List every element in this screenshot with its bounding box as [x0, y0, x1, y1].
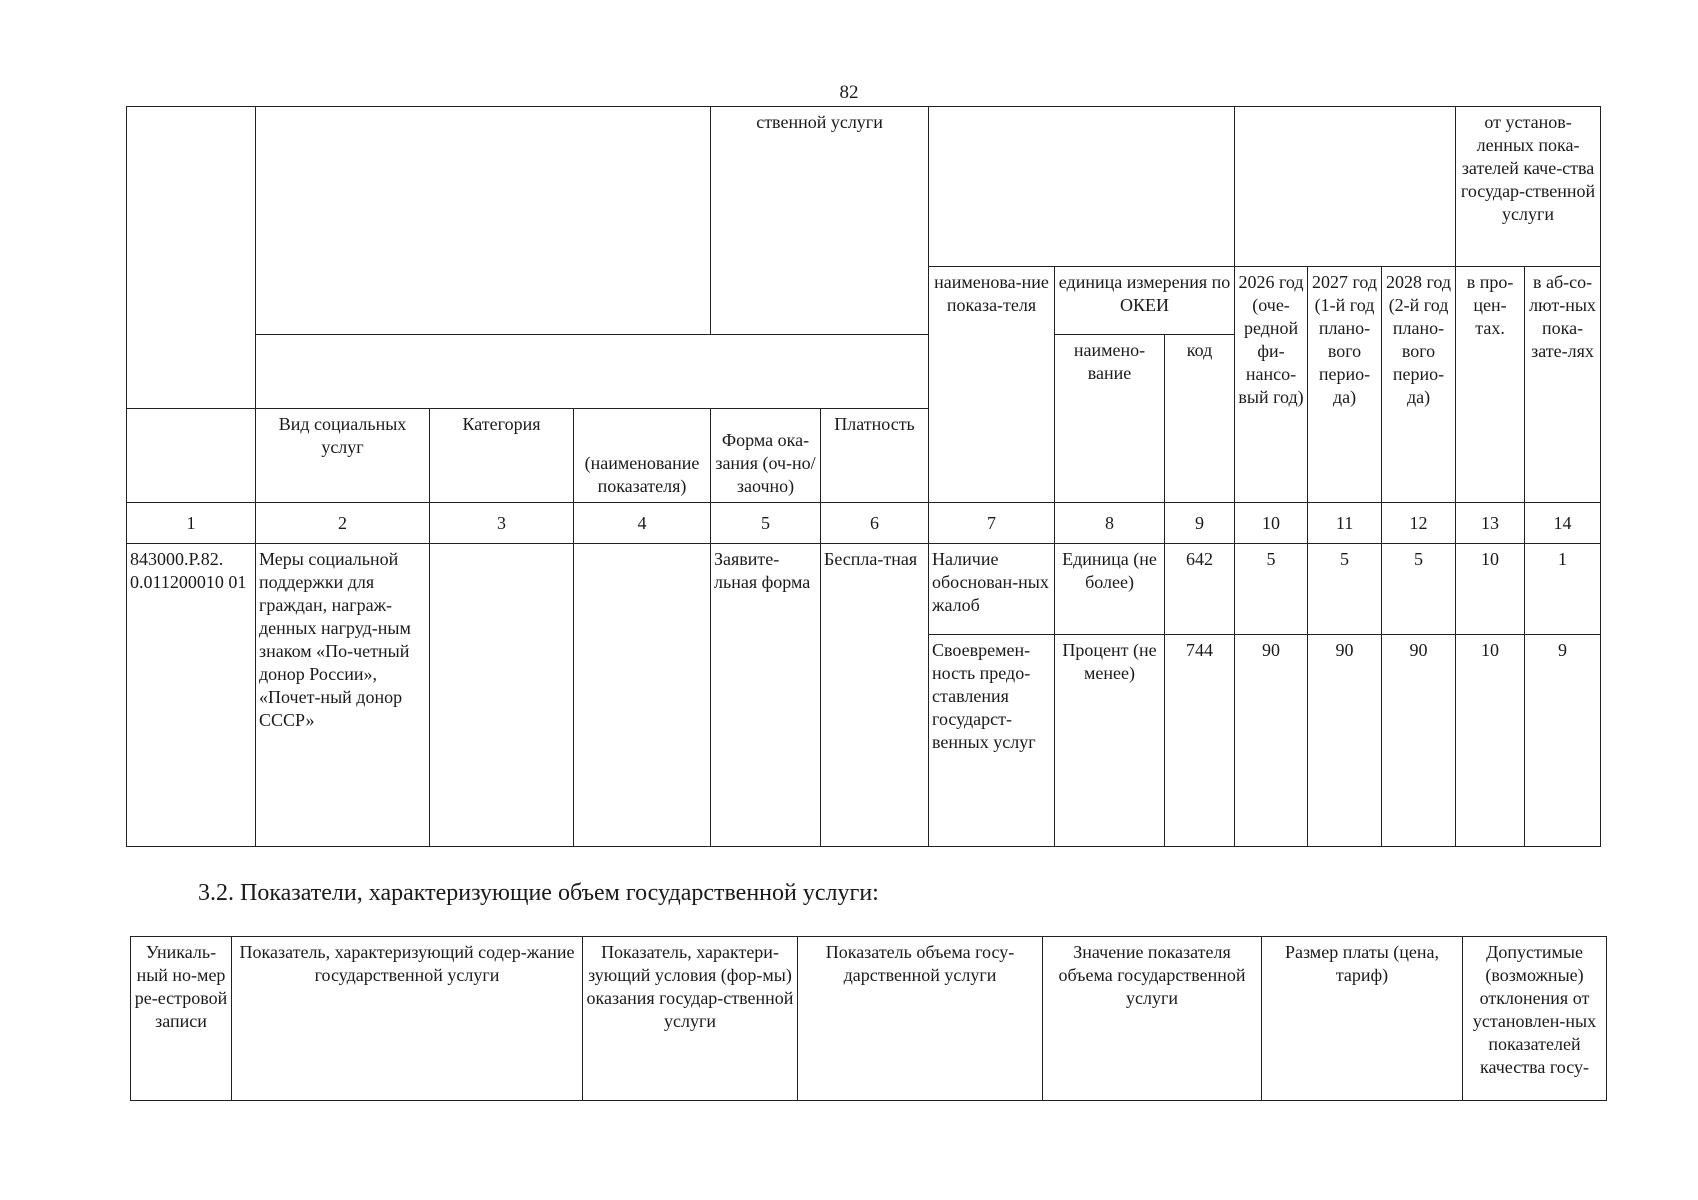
header-okei-name: наимено-вание	[1055, 335, 1165, 503]
column-number-3: 3	[430, 503, 574, 544]
volume-header-fee: Размер платы (цена, тариф)	[1262, 937, 1463, 1101]
header-blank-cell-1b	[127, 409, 256, 503]
header-deviation-cont: от установ-ленных пока-зателей каче-ства государ-ственной услуги	[1456, 107, 1601, 267]
header-indicator-name: наименова-ние показа-теля	[929, 267, 1055, 503]
header-blank-cell-7-9	[929, 107, 1235, 267]
volume-header-conditions-indicator: Показатель, характери-зующий условия (фор-мы) оказания государ-ственной услуги	[583, 937, 798, 1101]
column-number-13: 13	[1456, 503, 1525, 544]
column-number-8: 8	[1055, 503, 1165, 544]
header-deviation-absolute: в аб-со-лют-ных пока-зате-лях	[1525, 267, 1601, 503]
column-number-10: 10	[1235, 503, 1308, 544]
column-number-12: 12	[1382, 503, 1456, 544]
header-social-service-type: Вид социальных услуг	[256, 409, 430, 503]
page-number: 82	[839, 82, 859, 103]
indicator-name-value	[574, 544, 711, 847]
indicator-1-unit: Единица (не более)	[1055, 544, 1165, 635]
column-number-6: 6	[821, 503, 929, 544]
indicator-2-value-2026: 90	[1235, 635, 1308, 847]
column-number-7: 7	[929, 503, 1055, 544]
indicator-1-deviation-absolute: 1	[1525, 544, 1601, 635]
header-provision-form: Форма ока-зания (оч-но/заочно)	[711, 409, 821, 503]
section-heading: 3.2. Показатели, характеризующие объем государственной услуги:	[198, 880, 879, 906]
indicator-2-name: Своевремен-ность предо-ставления государст-венных услуг	[929, 635, 1055, 847]
indicator-2-code: 744	[1165, 635, 1235, 847]
indicator-2-deviation-percent: 10	[1456, 635, 1525, 847]
column-number-14: 14	[1525, 503, 1601, 544]
provision-form-value: Заявите-льная форма	[711, 544, 821, 847]
column-number-11: 11	[1308, 503, 1382, 544]
header-year-2026: 2026 год (оче-редной фи-нансо-вый год)	[1235, 267, 1308, 503]
volume-header-volume-indicator: Показатель объема госу-дарственной услуги	[798, 937, 1043, 1101]
header-blank-cell-1	[127, 107, 256, 409]
header-blank-cell-2-4	[256, 107, 711, 335]
header-payment: Платность	[821, 409, 929, 503]
indicator-1-code: 642	[1165, 544, 1235, 635]
header-blank-cell-10-12	[1235, 107, 1456, 267]
volume-header-registry-number: Уникаль-ный но-мер ре-естровой записи	[131, 937, 232, 1101]
indicator-1-value-2026: 5	[1235, 544, 1308, 635]
column-number-5: 5	[711, 503, 821, 544]
header-blank-cell-2-6	[256, 335, 929, 409]
header-okei-code: код	[1165, 335, 1235, 503]
column-number-4: 4	[574, 503, 711, 544]
registry-number: 843000.Р.82. 0.011200010 01	[127, 544, 256, 847]
indicator-1-value-2027: 5	[1308, 544, 1382, 635]
payment-value: Беспла-тная	[821, 544, 929, 847]
volume-indicators-table	[130, 936, 1607, 1101]
header-deviation-percent: в про-цен-тах.	[1456, 267, 1525, 503]
column-number-1: 1	[127, 503, 256, 544]
header-category: Категория	[430, 409, 574, 503]
volume-header-deviation: Допустимые (возможные) отклонения от установлен-ных показателей качества госу-	[1463, 937, 1607, 1101]
indicator-1-value-2028: 5	[1382, 544, 1456, 635]
header-indicator-name-paren: (наименование показателя)	[574, 409, 711, 503]
quality-indicators-table	[126, 106, 1601, 847]
indicator-2-value-2027: 90	[1308, 635, 1382, 847]
service-type-value: Меры социальной поддержки для граждан, награж-денных нагруд-ным знаком «По-четный донор России», «Почет-ный донор СССР»	[256, 544, 430, 847]
column-number-2: 2	[256, 503, 430, 544]
header-year-2028: 2028 год (2-й год плано-вого перио-да)	[1382, 267, 1456, 503]
column-number-9: 9	[1165, 503, 1235, 544]
indicator-2-deviation-absolute: 9	[1525, 635, 1601, 847]
header-year-2027: 2027 год (1-й год плано-вого перио-да)	[1308, 267, 1382, 503]
volume-header-content-indicator: Показатель, характеризующий содер-жание государственной услуги	[232, 937, 583, 1101]
category-value	[430, 544, 574, 847]
indicator-2-unit: Процент (не менее)	[1055, 635, 1165, 847]
indicator-2-value-2028: 90	[1382, 635, 1456, 847]
indicator-1-deviation-percent: 10	[1456, 544, 1525, 635]
indicator-1-name: Наличие обоснован-ных жалоб	[929, 544, 1055, 635]
header-service-cont: ственной услуги	[711, 107, 929, 335]
header-okei-unit: единица измерения по ОКЕИ	[1055, 267, 1235, 335]
volume-header-volume-value: Значение показателя объема государственной услуги	[1043, 937, 1262, 1101]
